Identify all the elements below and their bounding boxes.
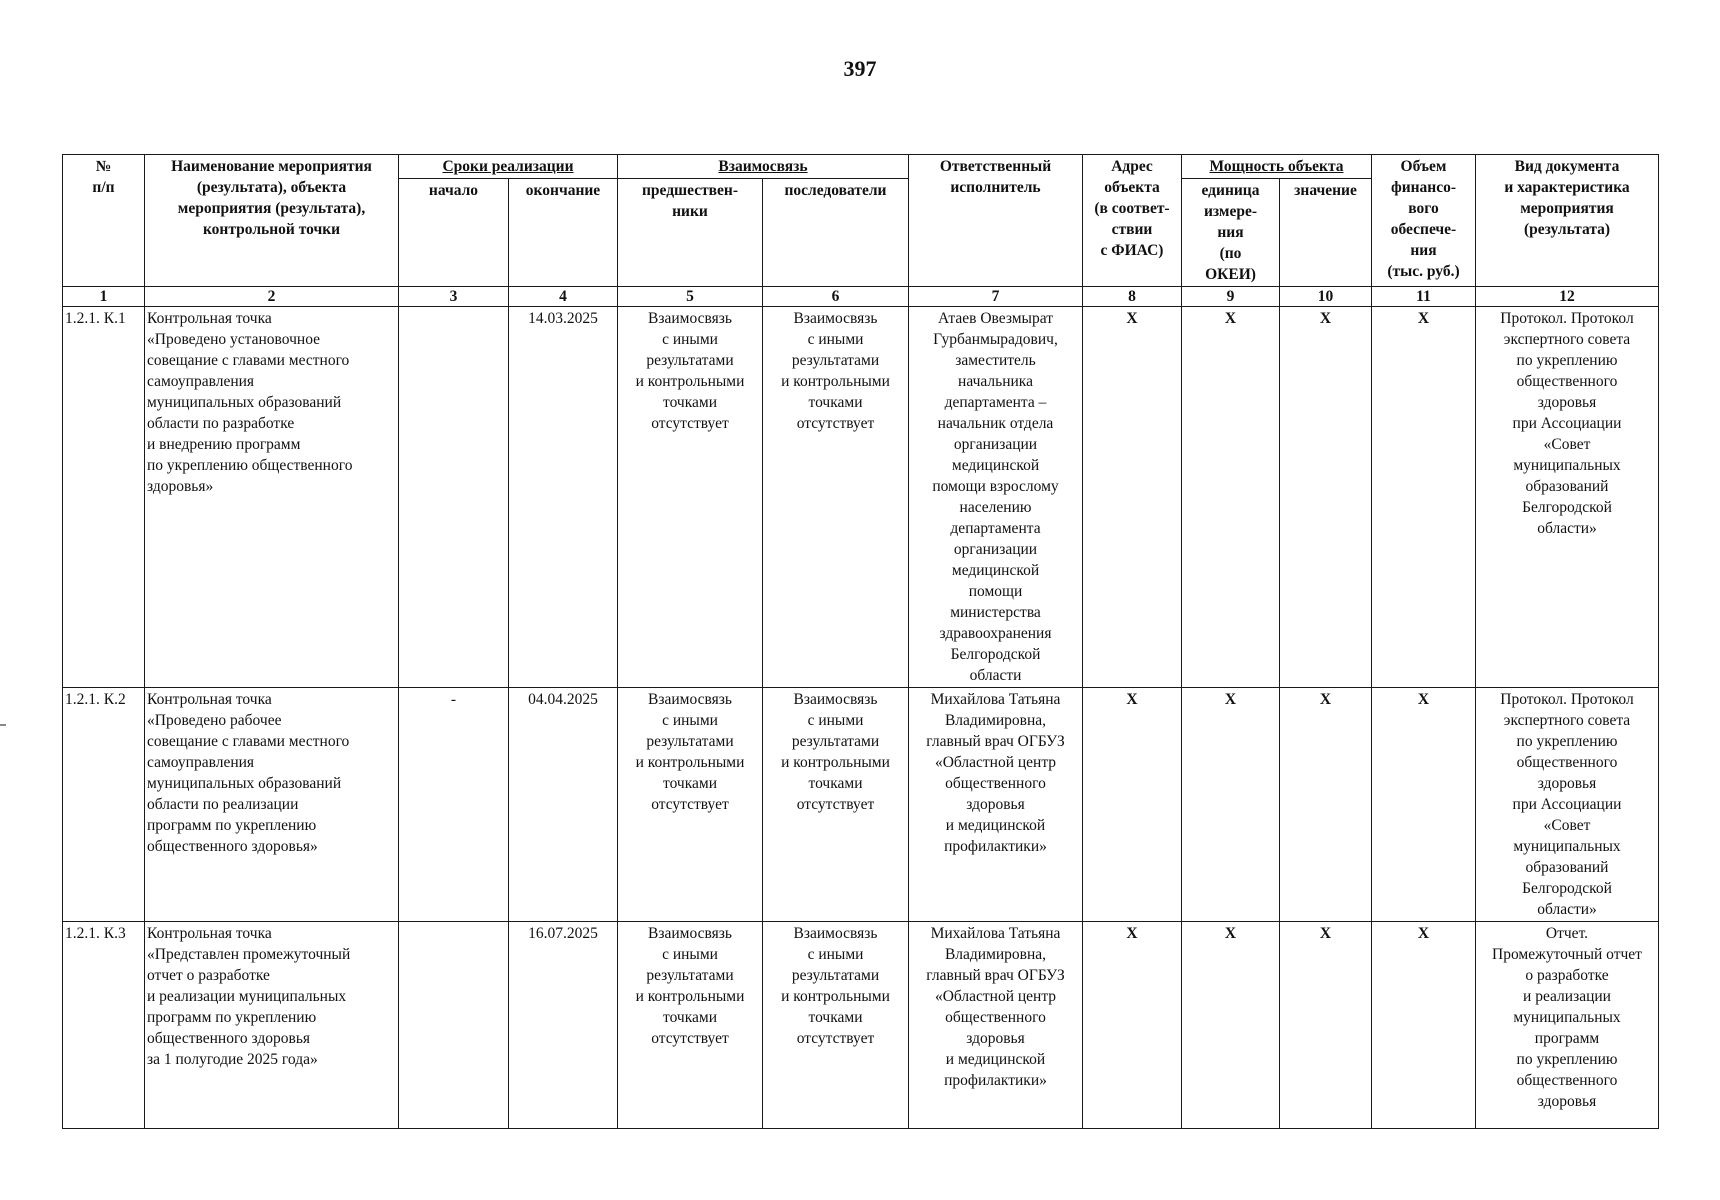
row-end: 16.07.2025 — [509, 922, 618, 1129]
header-name: Наименование мероприятия (результата), объекта мероприятия (результата), контрольной точки — [145, 155, 399, 287]
header-predecessors: предшествен- ники — [618, 179, 763, 287]
row-successors: Взаимосвязь с иными результатами и контрольными точками отсутствует — [763, 307, 909, 688]
column-number: 11 — [1372, 287, 1476, 307]
column-number: 8 — [1083, 287, 1182, 307]
row-doc-type: Протокол. Протокол экспертного совета по укреплению общественного здоровья при Ассоциации «Совет муниципальных образований Белгородской области» — [1476, 307, 1659, 688]
row-doc-type: Отчет. Промежуточный отчет о разработке и реализации муниципальных программ по укреплению общественного здоровья — [1476, 922, 1659, 1129]
row-doc-type: Протокол. Протокол экспертного совета по укреплению общественного здоровья при Ассоциации «Совет муниципальных образований Белгородской области» — [1476, 688, 1659, 922]
header-relation: Взаимосвязь — [618, 155, 909, 179]
row-responsible: Михайлова Татьяна Владимировна, главный врач ОГБУЗ «Областной центр общественного здоровья и медицинской профилактики» — [909, 922, 1083, 1129]
row-successors: Взаимосвязь с иными результатами и контрольными точками отсутствует — [763, 922, 909, 1129]
row-end: 04.04.2025 — [509, 688, 618, 922]
header-start: начало — [399, 179, 509, 287]
row-number: 1.2.1. К.2 — [63, 688, 145, 922]
scan-artifact — [0, 724, 6, 726]
row-address: Х — [1083, 922, 1182, 1129]
row-responsible: Михайлова Татьяна Владимировна, главный врач ОГБУЗ «Областной центр общественного здоровья и медицинской профилактики» — [909, 688, 1083, 922]
row-number: 1.2.1. К.1 — [63, 307, 145, 688]
header-capacity: Мощность объекта — [1182, 155, 1372, 179]
table-row — [63, 922, 1659, 1129]
row-address: Х — [1083, 307, 1182, 688]
header-end: окончание — [509, 179, 618, 287]
column-number: 12 — [1476, 287, 1659, 307]
row-value: Х — [1280, 307, 1372, 688]
column-number: 3 — [399, 287, 509, 307]
column-number: 4 — [509, 287, 618, 307]
row-value: Х — [1280, 688, 1372, 922]
row-predecessors: Взаимосвязь с иными результатами и контрольными точками отсутствует — [618, 307, 763, 688]
column-number: 10 — [1280, 287, 1372, 307]
header-doc-type: Вид документа и характеристика мероприятия (результата) — [1476, 155, 1659, 287]
header-finance: Объем финансо- вого обеспече- ния (тыс. руб.) — [1372, 155, 1476, 287]
column-number: 7 — [909, 287, 1083, 307]
row-finance: Х — [1372, 922, 1476, 1129]
header-unit: единица измере- ния (по ОКЕИ) — [1182, 179, 1280, 287]
page-number: 397 — [843, 56, 877, 81]
column-number: 6 — [763, 287, 909, 307]
row-responsible: Атаев Овезмырат Гурбанмырадович, заместитель начальника департамента – начальник отдела организации медицинской помощи взрослому населению департамента организации медицинской помощи министерства здравоохранения Белгородской области — [909, 307, 1083, 688]
row-finance: Х — [1372, 307, 1476, 688]
column-number: 2 — [145, 287, 399, 307]
row-predecessors: Взаимосвязь с иными результатами и контрольными точками отсутствует — [618, 922, 763, 1129]
row-start — [399, 922, 509, 1129]
column-number: 1 — [63, 287, 145, 307]
row-predecessors: Взаимосвязь с иными результатами и контрольными точками отсутствует — [618, 688, 763, 922]
row-start — [399, 307, 509, 688]
row-name: Контрольная точка «Представлен промежуточный отчет о разработке и реализации муниципальных программ по укреплению общественного здоровья за 1 полугодие 2025 года» — [145, 922, 399, 1129]
header-responsible: Ответственный исполнитель — [909, 155, 1083, 287]
row-name: Контрольная точка «Проведено рабочее совещание с главами местного самоуправления муниципальных образований области по реализации программ по укреплению общественного здоровья» — [145, 688, 399, 922]
row-name: Контрольная точка «Проведено установочное совещание с главами местного самоуправления муниципальных образований области по разработке и внедрению программ по укреплению общественного здоровья» — [145, 307, 399, 688]
row-unit: Х — [1182, 688, 1280, 922]
row-start: - — [399, 688, 509, 922]
row-successors: Взаимосвязь с иными результатами и контрольными точками отсутствует — [763, 688, 909, 922]
plan-table — [62, 154, 1659, 1129]
row-finance: Х — [1372, 688, 1476, 922]
row-unit: Х — [1182, 307, 1280, 688]
header-successors: последователи — [763, 179, 909, 287]
header-value: значение — [1280, 179, 1372, 287]
table-row — [63, 688, 1659, 922]
row-number: 1.2.1. К.3 — [63, 922, 145, 1129]
row-value: Х — [1280, 922, 1372, 1129]
column-number-row — [63, 287, 1659, 307]
table-row — [63, 307, 1659, 688]
header-num: № п/п — [63, 155, 145, 287]
header-address: Адрес объекта (в соответ- ствии с ФИАС) — [1083, 155, 1182, 287]
header-row-1 — [63, 155, 1659, 179]
row-address: Х — [1083, 688, 1182, 922]
row-unit: Х — [1182, 922, 1280, 1129]
header-terms: Сроки реализации — [399, 155, 618, 179]
column-number: 5 — [618, 287, 763, 307]
column-number: 9 — [1182, 287, 1280, 307]
row-end: 14.03.2025 — [509, 307, 618, 688]
